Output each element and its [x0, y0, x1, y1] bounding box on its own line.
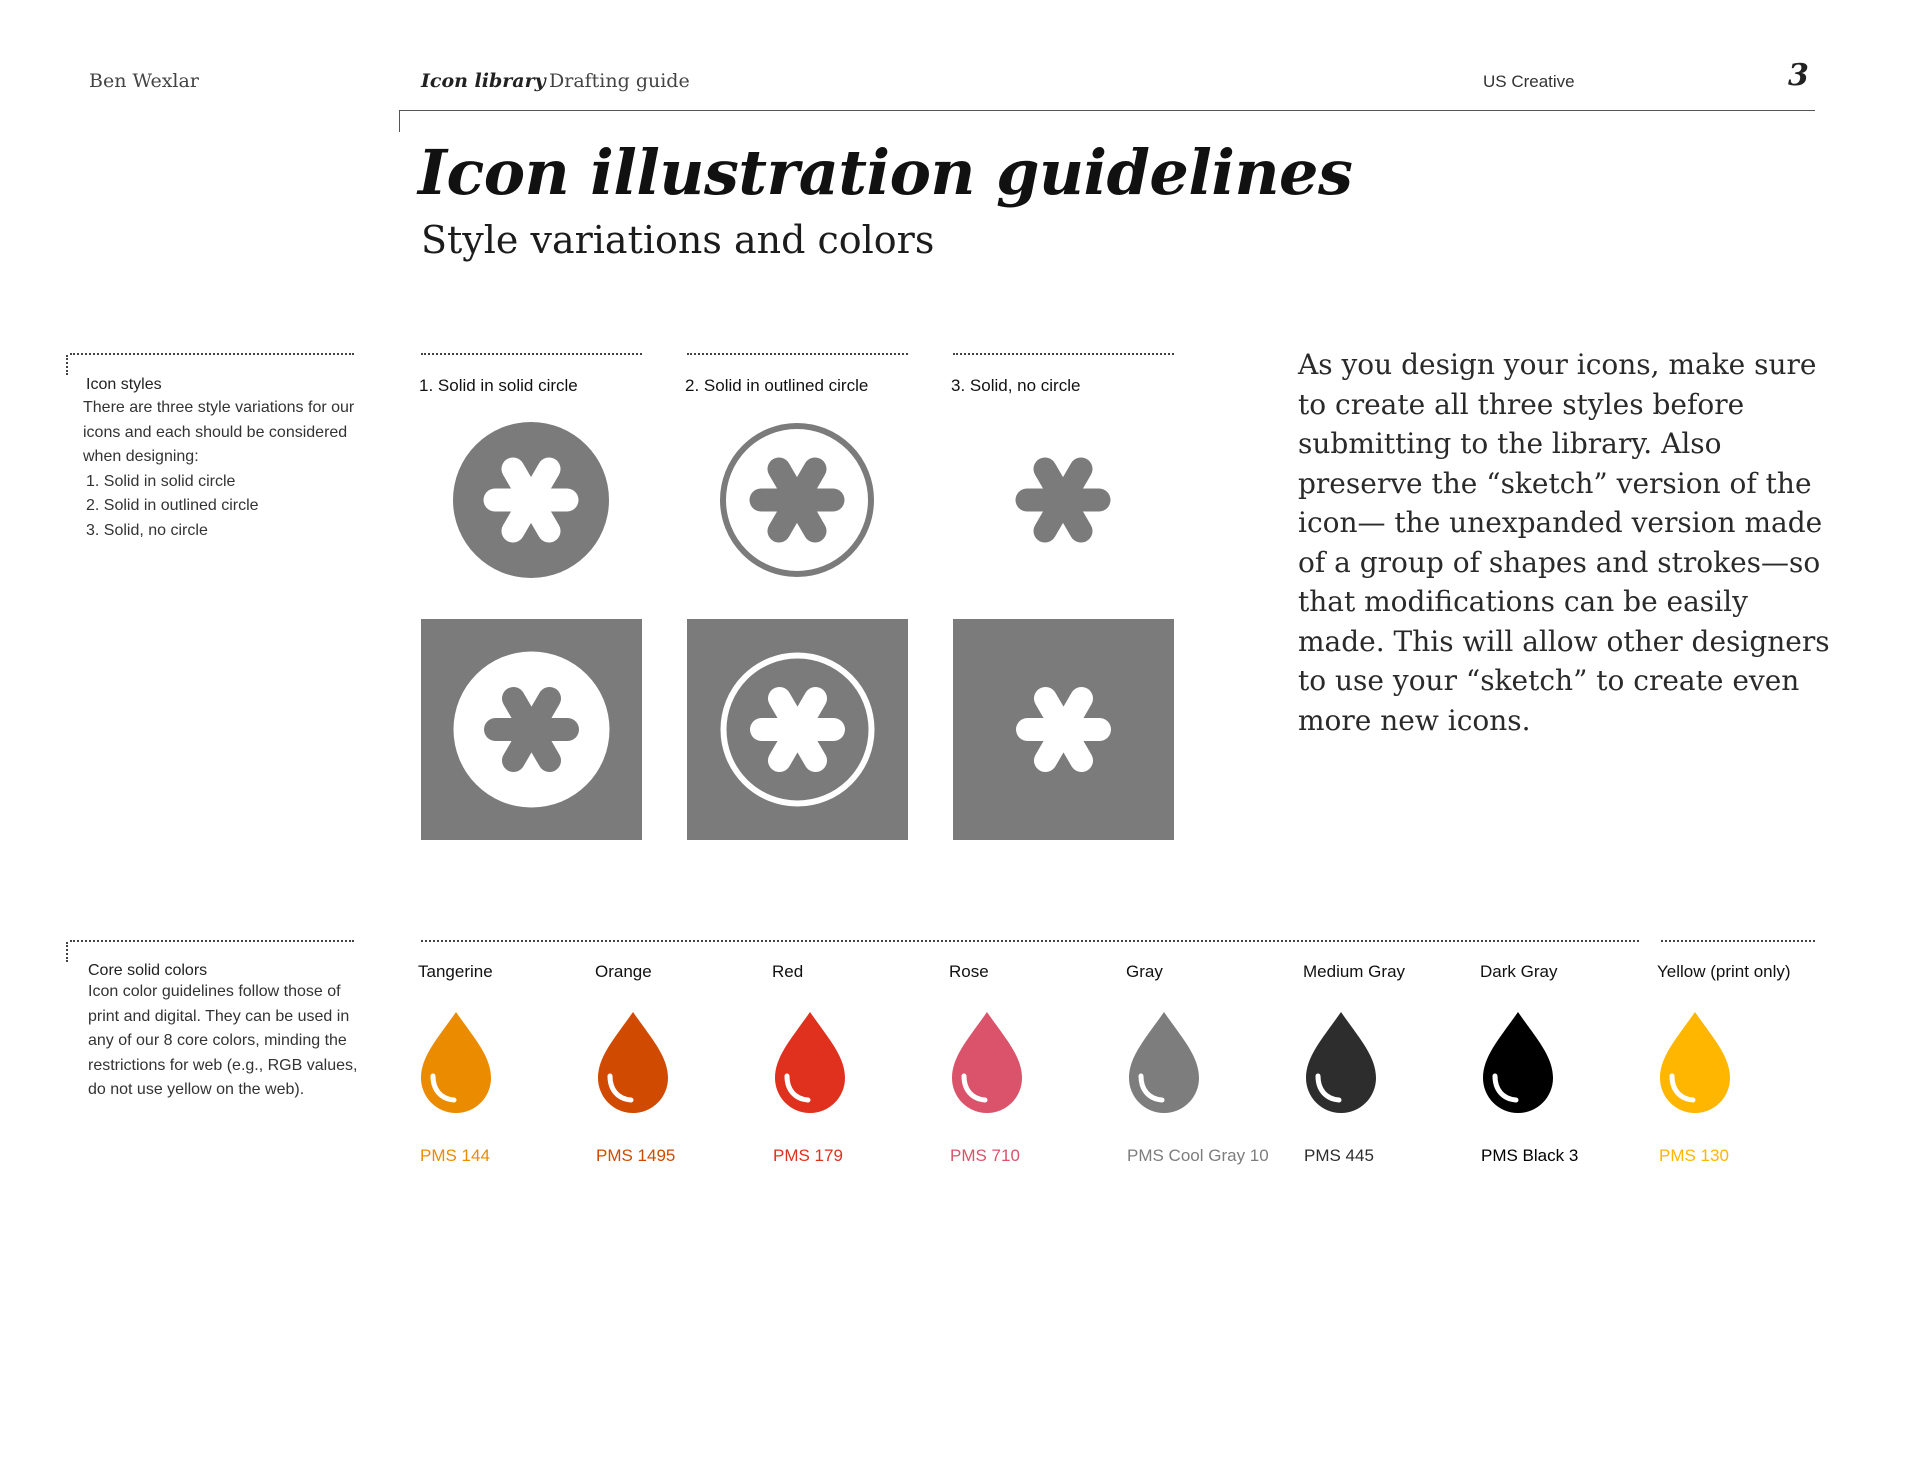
styles-note-rule — [70, 353, 354, 355]
page-subtitle: Style variations and colors — [421, 218, 935, 262]
section-title: Icon library — [421, 70, 546, 92]
colors-note-rule — [70, 940, 354, 942]
page-title: Icon illustration guidelines — [418, 136, 1353, 209]
page-number: 3 — [1788, 58, 1809, 93]
asterisk-no-circle-reversed-icon — [953, 619, 1174, 840]
header-rule-tick — [399, 110, 400, 132]
droplet-icon — [773, 1010, 847, 1114]
asterisk-no-circle-icon — [953, 420, 1173, 580]
pms-code-orange: PMS 1495 — [596, 1146, 676, 1165]
color-name-gray: Gray — [1126, 962, 1163, 981]
color-name-orange: Orange — [595, 962, 652, 981]
color-name-tangerine: Tangerine — [418, 962, 493, 981]
droplet-icon — [1481, 1010, 1555, 1114]
style-2-rule — [687, 353, 908, 355]
color-name-yellow: Yellow (print only) — [1657, 962, 1791, 981]
core-colors-note-body: Icon color guidelines follow those of print and digital. They can be used in any of our 8 core colors, minding the restrictions for web (e.g., RGB values, do not use yellow on the web). — [88, 983, 358, 1098]
pms-code-gray: PMS Cool Gray 10 — [1127, 1146, 1269, 1165]
pms-code-tangerine: PMS 144 — [420, 1146, 490, 1165]
icon-styles-note — [83, 376, 366, 543]
color-name-rose: Rose — [949, 962, 989, 981]
style-label-solid-circle: 1. Solid in solid circle — [419, 376, 578, 395]
asterisk-outlined-circle-reversed-icon — [687, 619, 908, 840]
icon-styles-list — [86, 470, 366, 544]
droplet-icon — [1127, 1010, 1201, 1114]
intro-paragraph: As you design your icons, make sure to create all three styles before submitting to the library. Also preserve the “sketch” version of the icon— the unexpanded version made of a group of shapes and strokes—so that modifications can be easily made. This will allow other designers to use your “sketch” to create even more new icons. — [1298, 348, 1830, 737]
pms-code-medium-gray: PMS 445 — [1304, 1146, 1374, 1165]
pms-code-yellow: PMS 130 — [1659, 1146, 1729, 1165]
styles-note-rule-tick — [66, 355, 68, 375]
icon-styles-note-body: There are three style variations for our icons and each should be considered when designing: — [83, 399, 355, 465]
asterisk-outlined-circle-icon — [687, 420, 907, 580]
department-label: US Creative — [1483, 72, 1575, 91]
droplet-icon — [596, 1010, 670, 1114]
asterisk-solid-circle-icon — [421, 420, 641, 580]
print-colors-rule — [1661, 940, 1815, 942]
droplet-icon — [419, 1010, 493, 1114]
color-name-medium-gray: Medium Gray — [1303, 962, 1406, 981]
color-name-red: Red — [772, 962, 804, 981]
icon-styles-note-title: Icon styles — [86, 376, 162, 393]
section-subtitle: Drafting guide — [549, 70, 690, 92]
pms-code-red: PMS 179 — [773, 1146, 843, 1165]
style-label-no-circle: 3. Solid, no circle — [951, 376, 1081, 395]
colors-rule — [421, 940, 1639, 942]
pms-code-dark-gray: PMS Black 3 — [1481, 1146, 1579, 1165]
droplet-icon — [1304, 1010, 1378, 1114]
pms-code-rose: PMS 710 — [950, 1146, 1020, 1165]
droplet-icon — [950, 1010, 1024, 1114]
color-name-dark-gray: Dark Gray — [1480, 962, 1558, 981]
list-item: 3. Solid, no circle — [86, 521, 208, 539]
style-1-rule — [421, 353, 642, 355]
style-label-outlined-circle: 2. Solid in outlined circle — [685, 376, 869, 395]
droplet-icon — [1658, 1010, 1732, 1114]
list-item: 2. Solid in outlined circle — [86, 497, 259, 514]
header-rule — [399, 110, 1815, 111]
list-item: 1. Solid in solid circle — [86, 472, 236, 490]
style-3-rule — [953, 353, 1174, 355]
colors-note-rule-tick — [66, 942, 68, 962]
core-colors-note-title: Core solid colors — [88, 962, 208, 979]
author-name: Ben Wexlar — [89, 70, 199, 92]
core-colors-note — [88, 962, 368, 1103]
asterisk-solid-circle-reversed-icon — [421, 619, 642, 840]
